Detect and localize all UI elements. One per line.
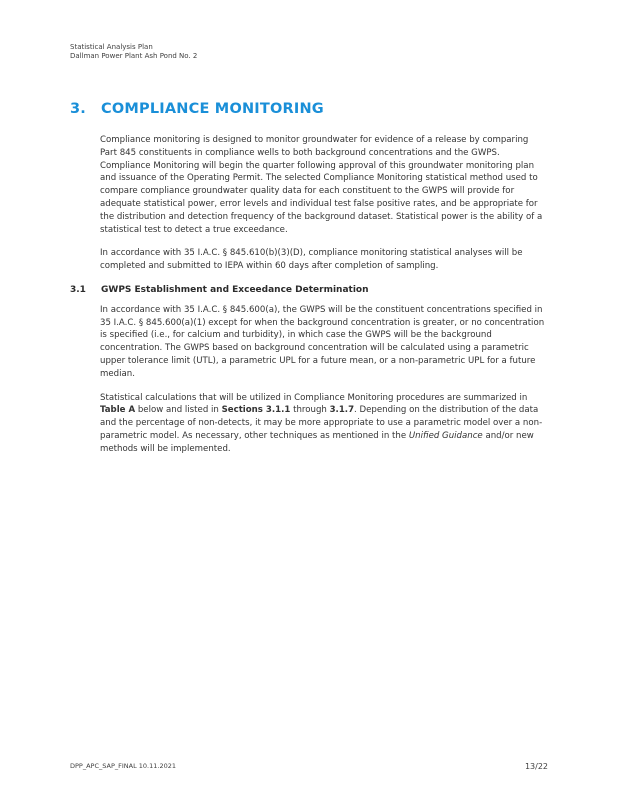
text-run: through bbox=[290, 405, 330, 416]
subsection-heading bbox=[70, 284, 518, 297]
text-run: Statistical calculations that will be utilized in Compliance Monitoring procedures are summarized in bbox=[100, 392, 528, 403]
text-run: below and listed in bbox=[135, 405, 222, 416]
sections-reference-start: Sections 3.1.1 bbox=[221, 405, 291, 416]
text-run: . Depending on the distribution of the data and the percentage of non-detects, it may be more appropriate to use a parametric model over a non-parametric model. As necessary, other techniques as mentioned in the bbox=[100, 405, 543, 441]
page-footer bbox=[70, 762, 548, 771]
section-body bbox=[70, 134, 548, 467]
section-heading bbox=[70, 101, 324, 117]
footer-file-label: DPP_APC_SAP_FINAL 10.11.2021 bbox=[70, 762, 176, 770]
subsection-number: 3.1 bbox=[70, 284, 86, 295]
paragraph-compliance-intro: Compliance monitoring is designed to monitor groundwater for evidence of a release by comparing Part 845 constituents in compliance wells to both background concentrations and the GWPS. Compliance Monitoring will begin the quarter following approval of this groundwater monitoring plan and issuance of the Operating Permit. The selected Compliance Monitoring statistical method used to compare compliance groundwater quality data for each constituent to the GWPS will provide for adequate statistical power, error levels and individual test false positive rates, and be appropriate for the distribution and detection frequency of the background dataset. Statistical power is the ability of a statistical test to detect a true exceedance. bbox=[100, 135, 543, 235]
paragraph-gwps-establishment: In accordance with 35 I.A.C. § 845.600(a), the GWPS will be the constituent concentrations specified in 35 I.A.C. § 845.600(a)(1) except for when the background concentration is greater, or no concentration is specified (i.e., for calcium and turbidity), in which case the GWPS will be the background concentration. The GWPS based on background concentration will be calculated using a parametric upper tolerance limit (UTL), a parametric UPL for a future mean, or a non-parametric UPL for a future median. bbox=[100, 304, 545, 379]
subsection-title: GWPS Establishment and Exceedance Determination bbox=[101, 284, 369, 295]
page-number: 13/22 bbox=[524, 762, 548, 771]
sections-reference-end: 3.1.7 bbox=[329, 405, 355, 416]
text-run: and/or new methods will be implemented. bbox=[100, 430, 534, 454]
section-title: COMPLIANCE MONITORING bbox=[101, 101, 324, 117]
paragraph-statistical-calculations bbox=[100, 392, 548, 456]
table-a-reference: Table A bbox=[100, 405, 136, 416]
section-number: 3. bbox=[70, 101, 86, 117]
paragraph-compliance-timing: In accordance with 35 I.A.C. § 845.610(b)(3)(D), compliance monitoring statistical analyses will be completed and submitted to IEPA within 60 days after completion of sampling. bbox=[100, 248, 523, 272]
page-header bbox=[70, 43, 197, 61]
header-document-title: Statistical Analysis Plan bbox=[70, 43, 153, 51]
header-site-name: Dallman Power Plant Ash Pond No. 2 bbox=[70, 52, 198, 60]
unified-guidance-reference: Unified Guidance bbox=[408, 430, 483, 441]
